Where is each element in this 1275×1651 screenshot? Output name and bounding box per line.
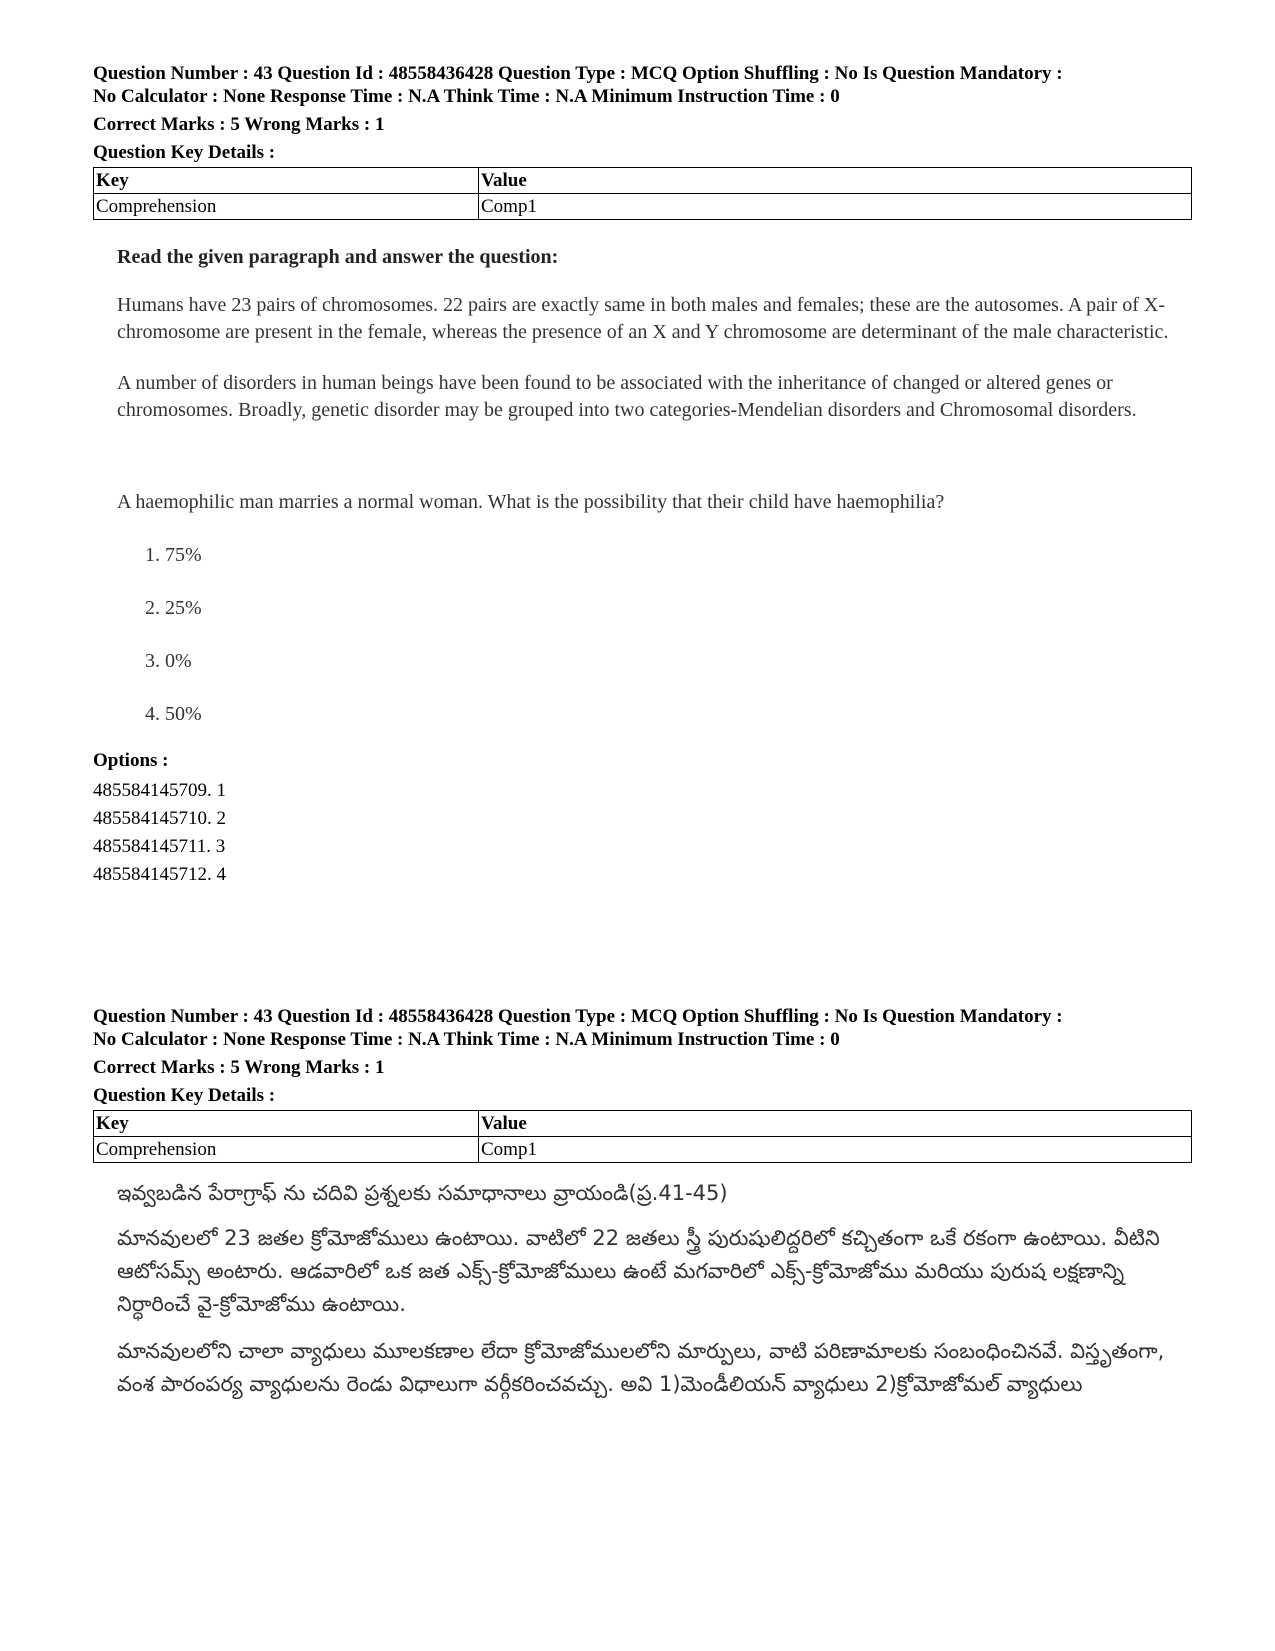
metadata-line-2: No Calculator : None Response Time : N.A Think Time : N.A Minimum Instruction Time : 0 (93, 86, 840, 107)
option-id-4: 485584145712. 4 (93, 864, 226, 885)
question-option-4: 4. 50% (145, 703, 202, 725)
table-header-row (94, 168, 1192, 194)
table-row (94, 194, 1192, 220)
table-header-key: Key (94, 168, 479, 194)
metadata-line-2: No Calculator : None Response Time : N.A Think Time : N.A Minimum Instruction Time : 0 (93, 1029, 840, 1050)
key-details-label: Question Key Details : (93, 1085, 276, 1106)
options-label: Options : (93, 750, 169, 771)
option-id-3: 485584145711. 3 (93, 836, 226, 857)
question-option-2: 2. 25% (145, 597, 202, 619)
passage-paragraph-2: A number of disorders in human beings have been found to be associated with the inheritance of changed or altered genes or chromosomes. Broadly, genetic disorder may be grouped into two categories-Mendelian disorders and Chromosomal disorders. (117, 372, 1137, 421)
question-metadata (93, 1005, 1193, 1051)
table-cell-key: Comprehension (94, 1137, 479, 1163)
table-row (94, 1137, 1192, 1163)
question-block-1 (93, 62, 1193, 889)
table-header-row (94, 1111, 1192, 1137)
marks-line: Correct Marks : 5 Wrong Marks : 1 (93, 1057, 385, 1078)
question-metadata (93, 62, 1193, 108)
option-id-1: 485584145709. 1 (93, 780, 226, 801)
options-list (93, 777, 1193, 889)
table-cell-value: Comp1 (479, 194, 1192, 220)
telugu-instruction: ఇవ్వబడిన పేరాగ్రాఫ్ ను చదివి ప్రశ్నలకు సమాధానాలు వ్రాయండి(ప్ర.41-45) (117, 1181, 728, 1205)
passage-instruction: Read the given paragraph and answer the question: (117, 246, 559, 268)
question-text: A haemophilic man marries a normal woman. What is the possibility that their child have haemophilia? (117, 491, 945, 513)
telugu-paragraph-1: మానవులలో 23 జతల క్రోమోజోములు ఉంటాయి. వాటిలో 22 జతలు స్త్రీ పురుషులిద్దరిలో కచ్చితంగా ఒకే రకంగా ఉంటాయి. వీటిని ఆటోసమ్స్ అంటారు. ఆడవారిలో ఒక జత ఎక్స్-క్రోమోజోములు ఉంటే మగవారిలో ఎక్స్-క్రోమోజోము మరియు పురుష లక్షణాన్ని నిర్ధారించే వై-క్రోమోజోము ఉంటాయి. (117, 1226, 1160, 1316)
question-option-3: 3. 0% (145, 650, 192, 672)
option-id-2: 485584145710. 2 (93, 808, 226, 829)
table-cell-key: Comprehension (94, 194, 479, 220)
question-image-english (117, 246, 1193, 727)
metadata-line-1: Question Number : 43 Question Id : 48558436428 Question Type : MCQ Option Shuffling : No Is Question Mandatory : (93, 1006, 1063, 1027)
marks-line: Correct Marks : 5 Wrong Marks : 1 (93, 114, 385, 135)
question-block-2 (93, 1005, 1193, 1401)
table-cell-value: Comp1 (479, 1137, 1192, 1163)
metadata-line-1: Question Number : 43 Question Id : 48558436428 Question Type : MCQ Option Shuffling : No Is Question Mandatory : (93, 63, 1063, 84)
question-image-telugu (117, 1177, 1193, 1401)
key-details-table (93, 1110, 1192, 1163)
key-details-table (93, 167, 1192, 220)
question-option-1: 1. 75% (145, 544, 202, 566)
telugu-paragraph-2: మానవులలోని చాలా వ్యాధులు మూలకణాల లేదా క్రోమోజోములలోని మార్పులు, వాటి పరిణామాలకు సంబంధించినవే. విస్తృతంగా, వంశ పారంపర్య వ్యాధులను రెండు విధాలుగా వర్గీకరించవచ్చు. అవి 1)మెండీలియన్ వ్యాధులు 2)క్రోమోజోమల్ వ్యాధులు (117, 1339, 1165, 1396)
table-header-value: Value (479, 168, 1192, 194)
table-header-value: Value (479, 1111, 1192, 1137)
passage-paragraph-1: Humans have 23 pairs of chromosomes. 22 pairs are exactly same in both males and females; these are the autosomes. A pair of X-chromosome are present in the female, whereas the presence of an X and Y chromosome are determinant of the male characteristic. (117, 294, 1169, 343)
key-details-label: Question Key Details : (93, 142, 276, 163)
table-header-key: Key (94, 1111, 479, 1137)
